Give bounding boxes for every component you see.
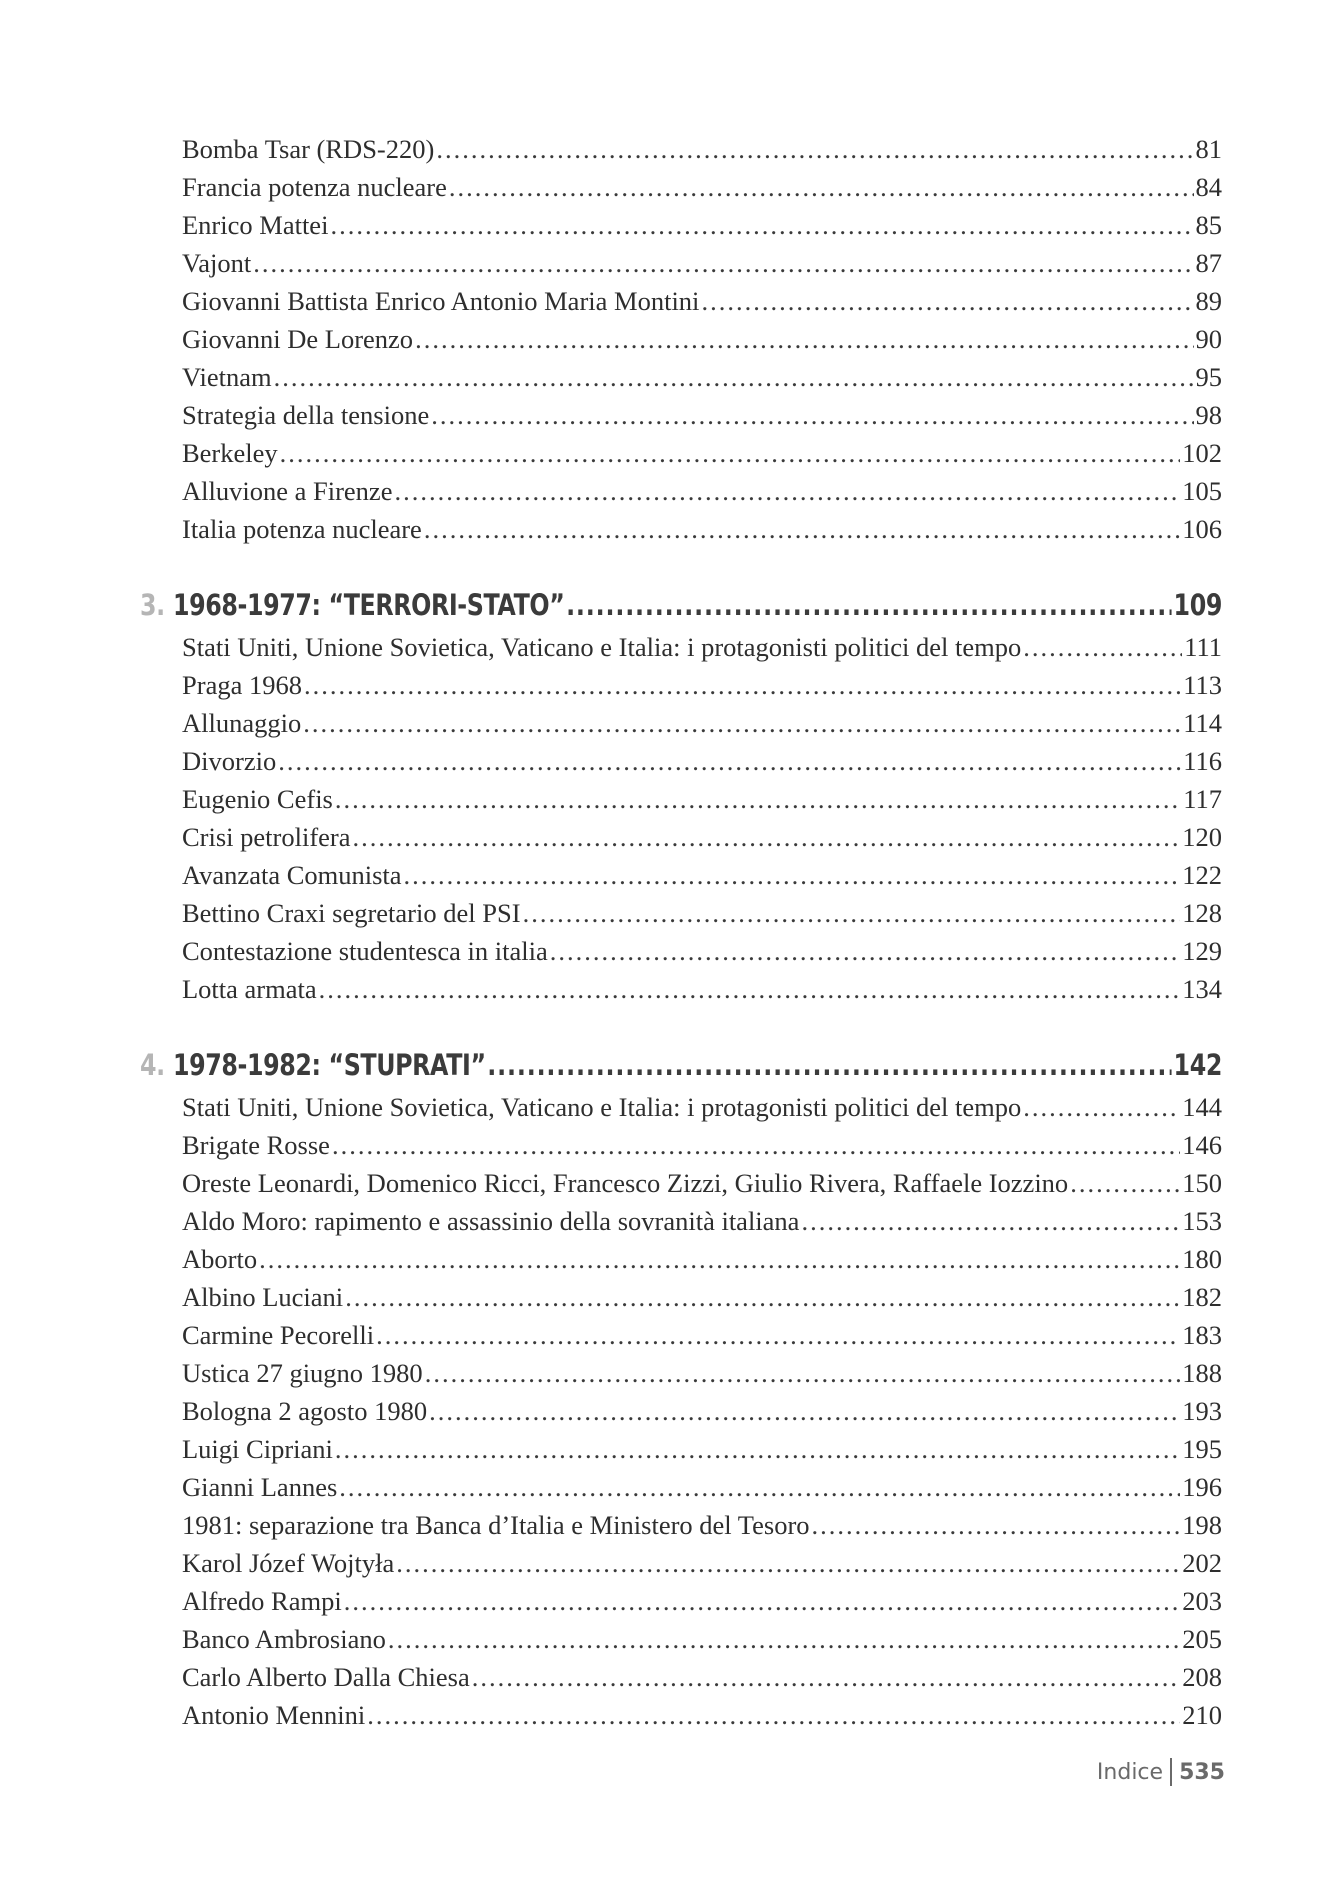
toc-entry-page: 85	[1195, 210, 1222, 240]
dot-leader	[345, 1278, 1180, 1316]
toc-entry-title: Francia potenza nucleare	[182, 172, 447, 202]
dot-leader	[332, 1126, 1180, 1164]
toc-entry	[140, 666, 1222, 704]
dot-leader	[801, 1202, 1180, 1240]
dot-leader	[330, 206, 1193, 244]
dot-leader	[278, 742, 1181, 780]
toc-entry	[140, 1506, 1222, 1544]
toc-entry-title: Brigate Rosse	[182, 1130, 330, 1160]
toc-entry-page: 111	[1184, 632, 1222, 662]
toc-entry	[140, 282, 1222, 320]
toc-entry-page: 210	[1182, 1700, 1222, 1730]
footer-section-label: Indice	[1096, 1759, 1164, 1785]
toc-entry-page: 180	[1182, 1244, 1222, 1274]
toc-entry-page: 98	[1195, 400, 1222, 430]
dot-leader	[280, 434, 1181, 472]
toc-entry-title: Bettino Craxi segretario del PSI	[182, 898, 521, 928]
toc-entry-title: Divorzio	[182, 746, 277, 776]
dot-leader	[812, 1506, 1181, 1544]
toc-entry-title: Karol Józef Wojtyła	[182, 1548, 395, 1578]
toc-entry-page: 205	[1182, 1624, 1222, 1654]
toc-entry-page: 144	[1182, 1092, 1222, 1122]
toc-entry-title: Bomba Tsar (RDS-220)	[182, 134, 435, 164]
dot-leader	[404, 856, 1181, 894]
toc-entry-page: 196	[1182, 1472, 1222, 1502]
toc-entry-page: 198	[1182, 1510, 1222, 1540]
toc-entry-page: 114	[1183, 708, 1222, 738]
footer-page-number: 535	[1179, 1759, 1225, 1785]
toc-entry-page: 84	[1195, 172, 1222, 202]
toc-entry-title: Oreste Leonardi, Domenico Ricci, Francesco Zizzi, Giulio Rivera, Raffaele Iozzino	[182, 1168, 1069, 1198]
dot-leader	[367, 1696, 1180, 1734]
toc-entry-title: Contestazione studentesca in italia	[182, 936, 548, 966]
dot-leader	[425, 1354, 1181, 1392]
toc-entry-title: Praga 1968	[182, 670, 302, 700]
dot-leader	[436, 130, 1193, 168]
dot-leader	[523, 894, 1181, 932]
toc-entry	[140, 1430, 1222, 1468]
toc-entry-page: 182	[1182, 1282, 1222, 1312]
toc-entry	[140, 1202, 1222, 1240]
dot-leader	[274, 358, 1194, 396]
toc-chapter-section	[140, 582, 1222, 1008]
chapter-number: 4.	[140, 1048, 165, 1082]
dot-leader	[424, 510, 1180, 548]
toc-entry-page: 208	[1182, 1662, 1222, 1692]
chapter-page: 142	[1173, 1048, 1222, 1082]
toc-entry	[140, 1088, 1222, 1126]
toc-entry	[140, 244, 1222, 282]
toc-entry-page: 146	[1182, 1130, 1222, 1160]
toc-entry-title: Banco Ambrosiano	[182, 1624, 386, 1654]
chapter-title: 1968-1977: “TERRORI-STATO”	[172, 588, 565, 622]
chapter-heading	[140, 582, 1222, 628]
toc-entry	[140, 168, 1222, 206]
toc-entry-title: Allunaggio	[182, 708, 302, 738]
toc-entry-page: 153	[1182, 1206, 1222, 1236]
toc-entry	[140, 856, 1222, 894]
toc-entry-page: 183	[1182, 1320, 1222, 1350]
toc-entry	[140, 1392, 1222, 1430]
toc-entry-title: Aldo Moro: rapimento e assassinio della sovranità italiana	[182, 1206, 800, 1236]
dot-leader	[376, 1316, 1180, 1354]
footer-divider	[1170, 1758, 1172, 1786]
dot-leader	[487, 1042, 1172, 1088]
toc-entry-title: 1981: separazione tra Banca d’Italia e Ministero del Tesoro	[182, 1510, 810, 1540]
toc-entry	[140, 320, 1222, 358]
toc-entry-title: Carmine Pecorelli	[182, 1320, 375, 1350]
dot-leader	[353, 818, 1181, 856]
toc-entry-title: Giovanni De Lorenzo	[182, 324, 414, 354]
toc-entry-title: Crisi petrolifera	[182, 822, 351, 852]
dot-leader	[335, 780, 1181, 818]
toc-entry-title: Vajont	[182, 248, 252, 278]
toc-entry-page: 116	[1183, 746, 1222, 776]
dot-leader	[472, 1658, 1181, 1696]
toc-entry-page: 122	[1182, 860, 1222, 890]
toc-entry	[140, 396, 1222, 434]
chapter-title: 1978-1982: “STUPRATI”	[172, 1048, 486, 1082]
toc-entry	[140, 472, 1222, 510]
dot-leader	[259, 1240, 1180, 1278]
toc-entry-page: 117	[1183, 784, 1222, 814]
dot-leader	[1023, 628, 1182, 666]
toc-entry	[140, 1164, 1222, 1202]
toc-entry	[140, 1278, 1222, 1316]
toc-entry	[140, 358, 1222, 396]
toc-entry	[140, 1316, 1222, 1354]
toc-entry-title: Stati Uniti, Unione Sovietica, Vaticano e Italia: i protagonisti politici del tempo	[182, 1092, 1022, 1122]
dot-leader	[303, 704, 1181, 742]
toc-entry-page: 113	[1183, 670, 1222, 700]
toc-entry-page: 150	[1182, 1168, 1222, 1198]
toc-entry-title: Stati Uniti, Unione Sovietica, Vaticano e Italia: i protagonisti politici del tempo	[182, 632, 1022, 662]
dot-leader	[1070, 1164, 1180, 1202]
toc-entry-title: Alluvione a Firenze	[182, 476, 393, 506]
toc-entry	[140, 434, 1222, 472]
toc-entry-title: Antonio Mennini	[182, 1700, 366, 1730]
toc-entry	[140, 818, 1222, 856]
toc-entry-title: Ustica 27 giugno 1980	[182, 1358, 423, 1388]
toc-entry	[140, 1582, 1222, 1620]
toc-entry-page: 89	[1195, 286, 1222, 316]
toc-entry	[140, 704, 1222, 742]
toc-entry-page: 203	[1182, 1586, 1222, 1616]
chapter-page: 109	[1173, 588, 1222, 622]
toc-entry	[140, 1354, 1222, 1392]
dot-leader	[335, 1430, 1180, 1468]
toc-entry-page: 95	[1195, 362, 1222, 392]
toc-entry-page: 102	[1182, 438, 1222, 468]
toc-entry-page: 90	[1195, 324, 1222, 354]
toc-entry-title: Vietnam	[182, 362, 272, 392]
toc-entry-page: 81	[1195, 134, 1222, 164]
dot-leader	[396, 1544, 1180, 1582]
toc-entry	[140, 1240, 1222, 1278]
dot-leader	[449, 168, 1194, 206]
toc-entry-page: 106	[1182, 514, 1222, 544]
toc-chapters	[140, 582, 1222, 1734]
dot-leader	[431, 396, 1193, 434]
toc-entry-page: 193	[1182, 1396, 1222, 1426]
toc-entry-title: Aborto	[182, 1244, 258, 1274]
toc-entry-page: 134	[1182, 974, 1222, 1004]
toc-entry	[140, 1696, 1222, 1734]
toc-entry-title: Avanzata Comunista	[182, 860, 402, 890]
dot-leader	[394, 472, 1180, 510]
toc-entry-page: 128	[1182, 898, 1222, 928]
toc-entry	[140, 628, 1222, 666]
dot-leader	[253, 244, 1193, 282]
dot-leader	[429, 1392, 1180, 1430]
toc-entry-title: Gianni Lannes	[182, 1472, 338, 1502]
toc-entry	[140, 206, 1222, 244]
dot-leader	[566, 582, 1172, 628]
toc-entry-page: 105	[1182, 476, 1222, 506]
toc-entry	[140, 1468, 1222, 1506]
toc-entry	[140, 1658, 1222, 1696]
toc-entry-title: Alfredo Rampi	[182, 1586, 342, 1616]
dot-leader	[319, 970, 1181, 1008]
chapter-heading	[140, 1042, 1222, 1088]
table-of-contents	[140, 130, 1222, 1734]
toc-entry-title: Italia potenza nucleare	[182, 514, 422, 544]
toc-entry-title: Strategia della tensione	[182, 400, 430, 430]
toc-entry-page: 87	[1195, 248, 1222, 278]
chapter-number: 3.	[140, 588, 165, 622]
toc-entry-title: Lotta armata	[182, 974, 317, 1004]
toc-entry-page: 202	[1182, 1548, 1222, 1578]
toc-entry	[140, 1544, 1222, 1582]
dot-leader	[415, 320, 1193, 358]
toc-entry-title: Enrico Mattei	[182, 210, 329, 240]
toc-entry-page: 129	[1182, 936, 1222, 966]
toc-entry-title: Eugenio Cefis	[182, 784, 333, 814]
toc-entry	[140, 742, 1222, 780]
dot-leader	[388, 1620, 1180, 1658]
toc-entry-page: 188	[1182, 1358, 1222, 1388]
toc-entry-title: Giovanni Battista Enrico Antonio Maria Montini	[182, 286, 700, 316]
toc-entry	[140, 510, 1222, 548]
toc-entry-page: 195	[1182, 1434, 1222, 1464]
toc-entry	[140, 970, 1222, 1008]
toc-entry-title: Albino Luciani	[182, 1282, 344, 1312]
toc-entry	[140, 932, 1222, 970]
toc-entry-title: Carlo Alberto Dalla Chiesa	[182, 1662, 470, 1692]
toc-entry	[140, 130, 1222, 168]
dot-leader	[304, 666, 1181, 704]
dot-leader	[550, 932, 1181, 970]
toc-entry	[140, 780, 1222, 818]
dot-leader	[1023, 1088, 1180, 1126]
dot-leader	[339, 1468, 1180, 1506]
page-footer	[1097, 1758, 1225, 1786]
toc-entry	[140, 1126, 1222, 1164]
toc-chapter-section	[140, 1042, 1222, 1734]
toc-entry-title: Luigi Cipriani	[182, 1434, 333, 1464]
toc-entry	[140, 1620, 1222, 1658]
toc-entry-title: Berkeley	[182, 438, 278, 468]
toc-entry	[140, 894, 1222, 932]
dot-leader	[344, 1582, 1181, 1620]
toc-entry-page: 120	[1182, 822, 1222, 852]
toc-lead-entries	[140, 130, 1222, 548]
dot-leader	[701, 282, 1193, 320]
toc-entry-title: Bologna 2 agosto 1980	[182, 1396, 428, 1426]
